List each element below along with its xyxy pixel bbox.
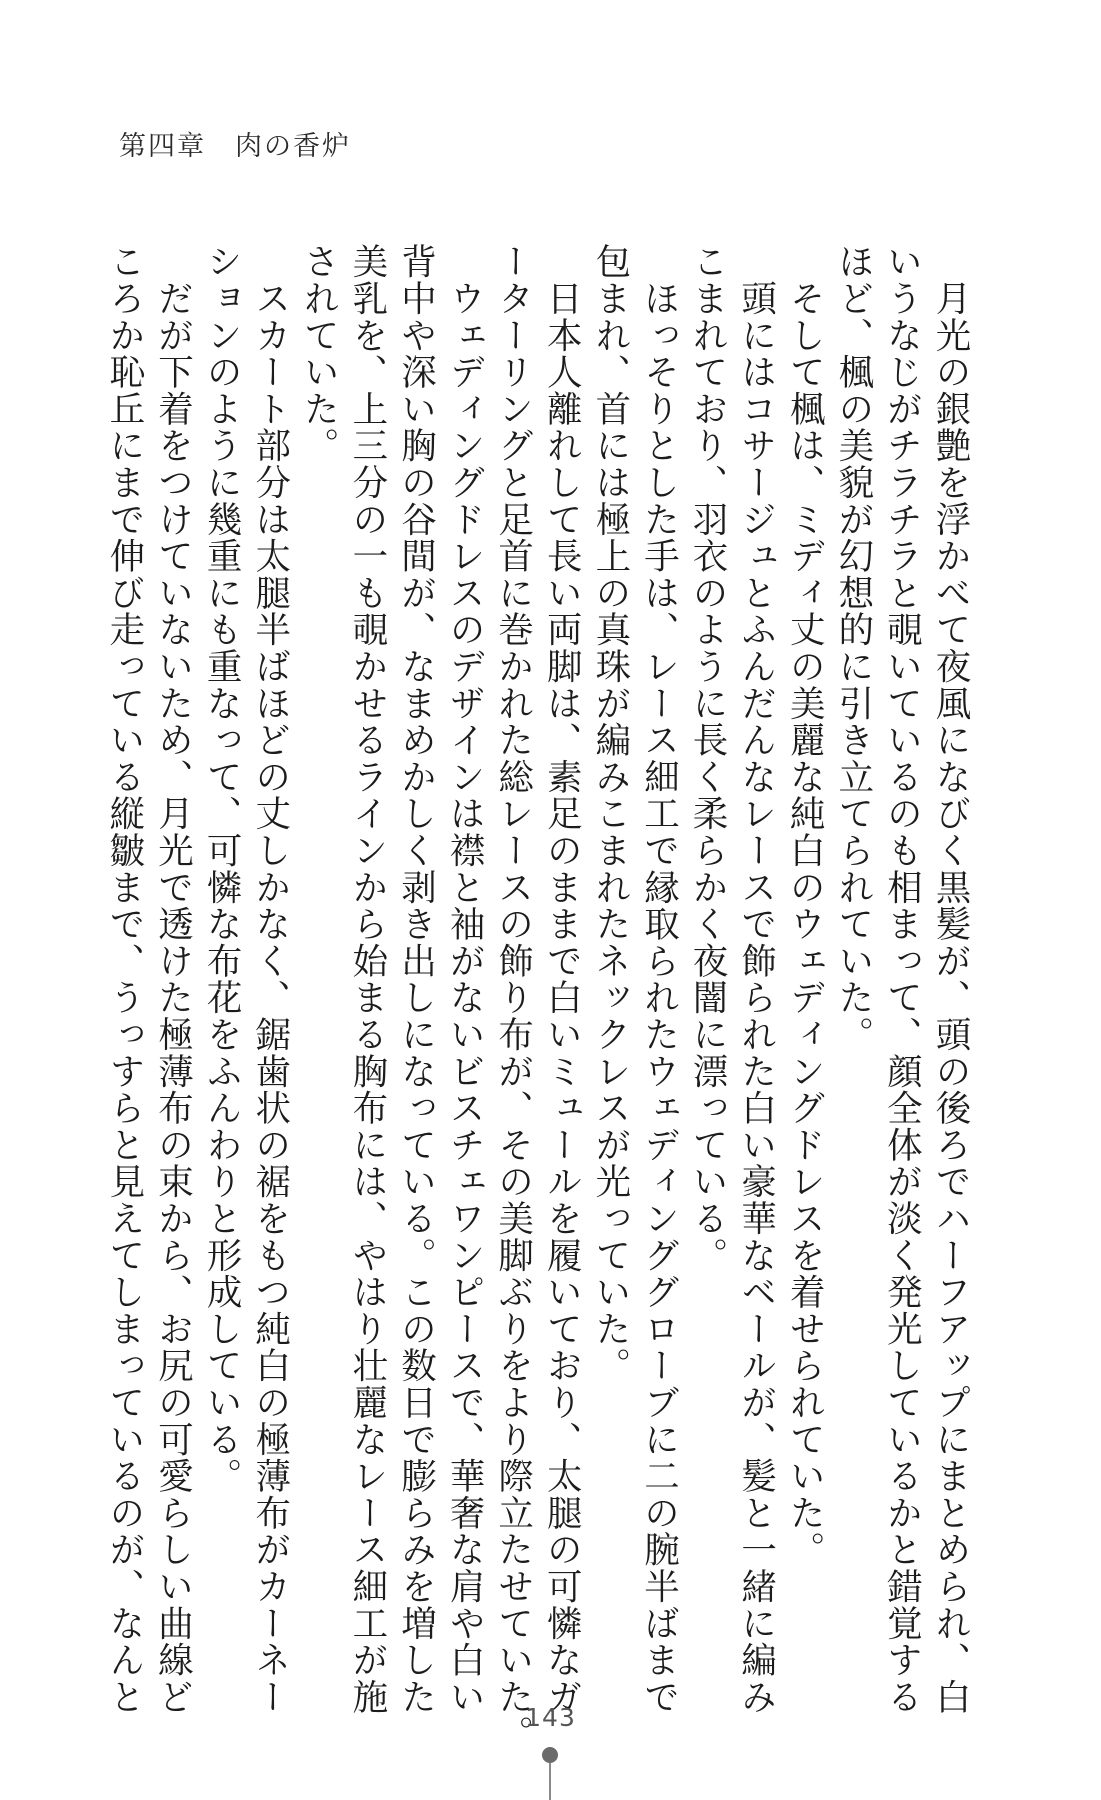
text-line: 背中や深い胸の谷間が、なまめかしく剥き出しになっている。この数日で膨らみを増した	[395, 243, 437, 1715]
text-line: 月光の銀艶を浮かべて夜風になびく黒髪が、頭の後ろでハーフアップにまとめられ、白	[930, 243, 971, 1715]
page-marker-dot	[542, 1747, 558, 1763]
text-line: いうなじがチラチラと覗いているのも相まって、顔全体が淡く発光しているかと錯覚する	[881, 243, 923, 1715]
text-line: 美乳を、上三分の一も覗かせるラインから始まる胸布には、やはり壮麗なレース細工が施	[346, 243, 388, 1715]
text-line: されていた。	[298, 243, 340, 464]
text-line: こまれており、羽衣のように長く柔らかく夜闇に漂っている。	[687, 243, 729, 1274]
text-line: ウェディングドレスのデザインは襟と袖がないビスチェワンピースで、華奢な肩や白い	[444, 243, 486, 1715]
page-marker-line	[549, 1763, 551, 1800]
text-line: 包まれ、首には極上の真珠が編みこまれたネックレスが光っていた。	[589, 243, 631, 1384]
text-line: 頭にはコサージュとふんだんなレースで飾られた白い豪華なベールが、髪と一緒に編み	[735, 243, 777, 1715]
page-number: 143	[525, 1703, 576, 1732]
text-line: そして楓は、ミディ丈の美麗な純白のウェディングドレスを着せられていた。	[784, 243, 826, 1568]
text-line: だが下着をつけていないため、月光で透けた極薄布の束から、お尻の可愛らしい曲線ど	[152, 243, 194, 1715]
text-line: 日本人離れして長い両脚は、素足のままで白いミュールを履いており、太腿の可憐なガ	[541, 243, 583, 1715]
text-line: ほど、楓の美貌が幻想的に引き立てられていた。	[832, 243, 874, 1053]
text-line: ーターリングと足首に巻かれた総レースの飾り布が、その美脚ぶりをより際立たせていた。	[492, 243, 534, 1752]
running-head-chapter-title: 第四章 肉の香炉	[119, 131, 351, 162]
text-line: ほっそりとした手は、レース細工で縁取られたウェディンググローブに二の腕半ばまで	[638, 243, 680, 1715]
text-line: スカート部分は太腿半ばほどの丈しかなく、鋸歯状の裾をもつ純白の極薄布がカーネー	[249, 243, 291, 1715]
text-line: ションのように幾重にも重なって、可憐な布花をふんわりと形成している。	[201, 243, 243, 1495]
text-line: ころか恥丘にまで伸び走っている縦皺まで、うっすらと見えてしまっているのが、なんと	[103, 243, 145, 1715]
